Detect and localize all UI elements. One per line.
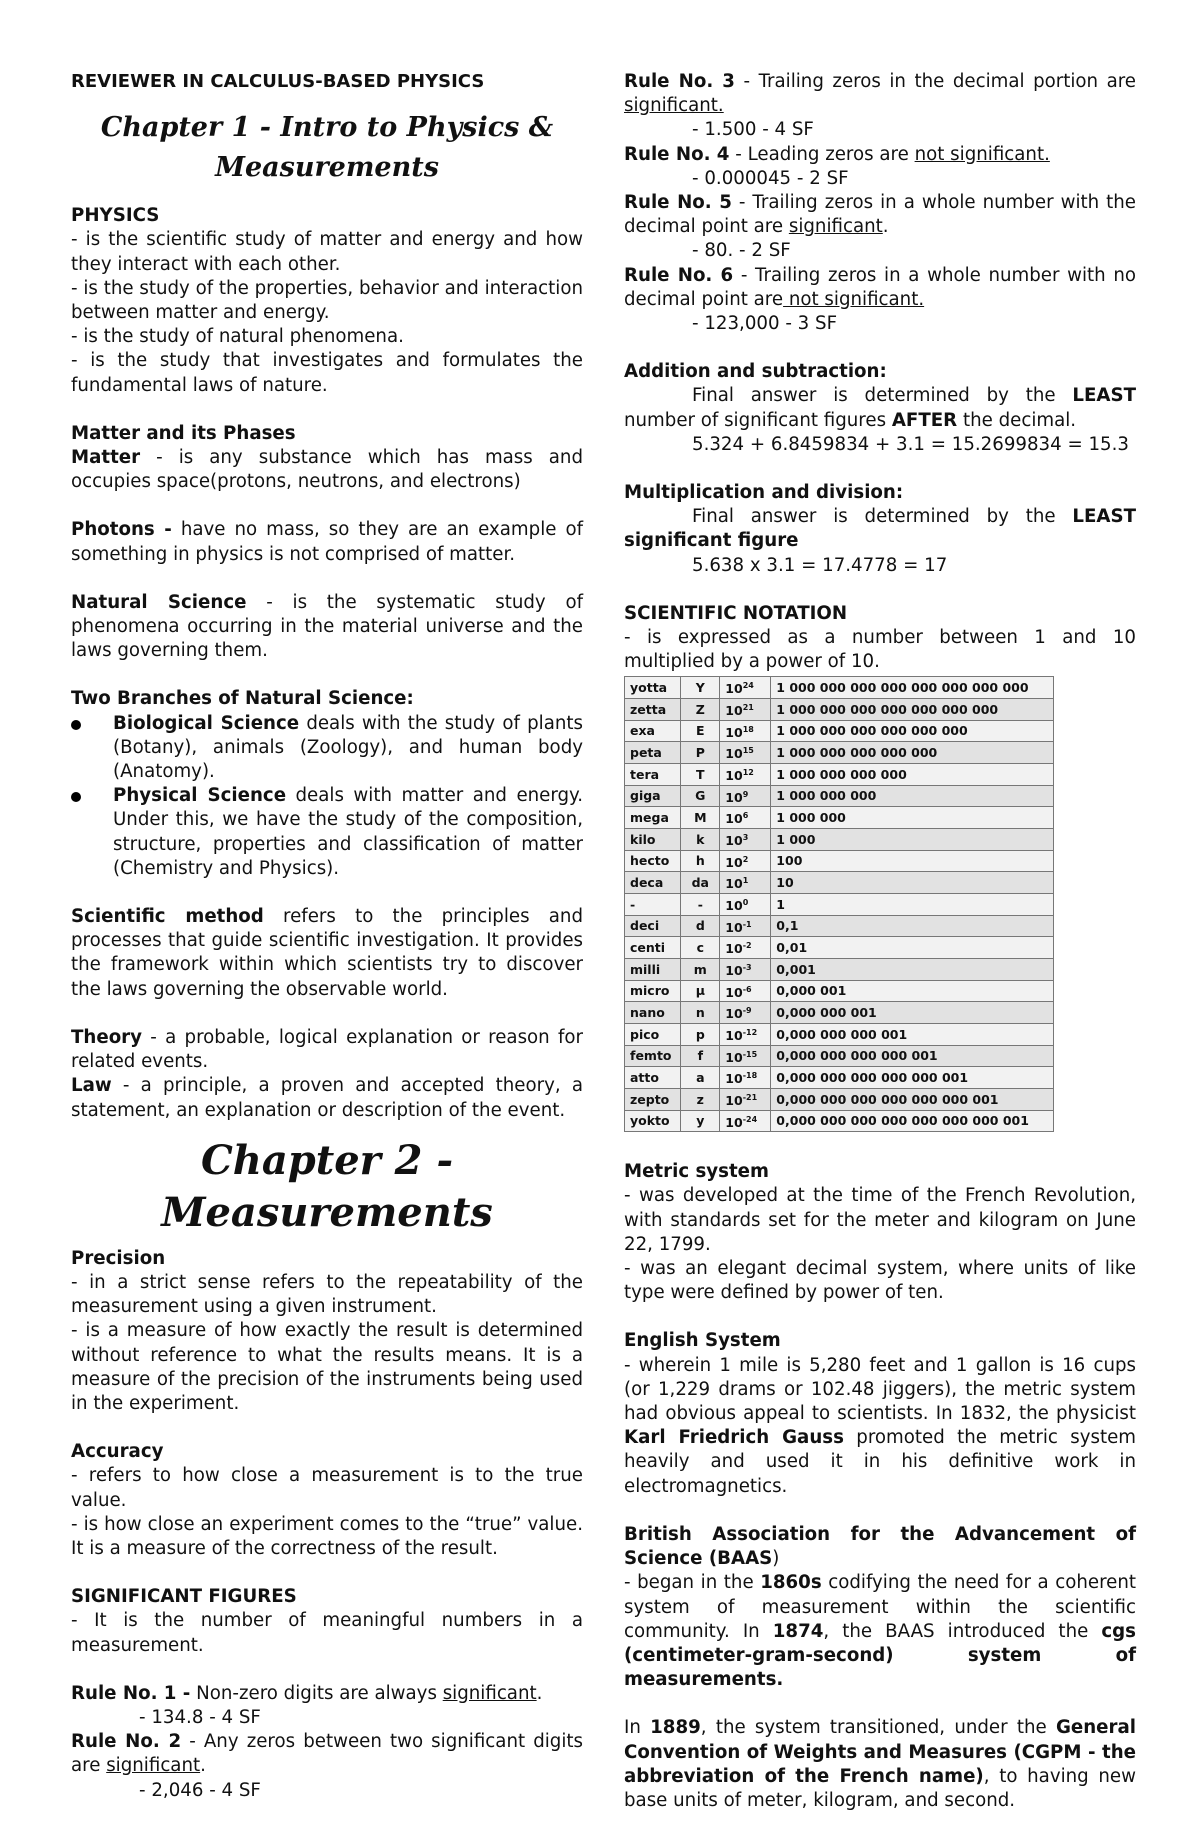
- prefix-value: 1 000 000 000 000 000 000 000: [771, 699, 1054, 721]
- table-row: [625, 807, 1054, 829]
- multiplication-example: 5.638 x 3.1 = 17.4778 = 17: [692, 554, 948, 576]
- prefix-name: peta: [625, 742, 681, 764]
- prefix-symbol: p: [681, 1023, 720, 1045]
- physics-line: - is the study that investigates and formulates the fundamental laws of nature.: [71, 350, 583, 396]
- prefix-power: $10^{-6}$: [720, 980, 771, 1002]
- prefix-name: nano: [625, 1002, 681, 1024]
- physics-line: - is the scientific study of matter and energy and how they interact with each other.: [71, 229, 583, 275]
- chapter-2-title: Chapter 2 - Measurements: [161, 1136, 493, 1236]
- rule-3: Rule No. 3 - Trailing zeros in the decimal portion are significant.: [624, 71, 1136, 117]
- natural-science-definition: Natural Science - is the systematic study of phenomena occurring in the material universe and the laws governing them.: [71, 591, 583, 662]
- prefix-symbol: m: [681, 959, 720, 981]
- prefix-name: zepto: [625, 1088, 681, 1110]
- law-definition: Law - a principle, a proven and accepted theory, a statement, an explanation or description of the event.: [71, 1075, 583, 1121]
- english-text: - wherein 1 mile is 5,280 feet and 1 gallon is 16 cups (or 1,229 drams or 102.48 jiggers), the metric system had obvious appeal to scientists. In 1832, the physicist Karl Friedrich Gauss promoted the metric system heavily and used it in his definitive work in electromagnetics.: [624, 1354, 1136, 1497]
- prefix-name: kilo: [625, 829, 681, 851]
- table-row: [625, 937, 1054, 959]
- prefix-name: deci: [625, 915, 681, 937]
- rule-6-example: - 123,000 - 3 SF: [692, 313, 838, 335]
- prefix-symbol: -: [681, 894, 720, 916]
- prefix-name: zetta: [625, 699, 681, 721]
- matter-heading: Matter and its Phases: [71, 422, 296, 444]
- prefix-value: 10: [771, 872, 1054, 894]
- exponent: -12: [742, 1027, 758, 1037]
- prefix-symbol: h: [681, 850, 720, 872]
- sigfigs-heading: SIGNIFICANT FIGURES: [71, 1586, 297, 1608]
- exponent: -15: [742, 1049, 758, 1059]
- scientific-notation-heading: SCIENTIFIC NOTATION: [624, 602, 848, 624]
- prefix-symbol: M: [681, 807, 720, 829]
- prefix-power: $10^9$: [720, 785, 771, 807]
- branches-heading: Two Branches of Natural Science:: [71, 688, 414, 710]
- prefix-value: 1 000 000 000 000 000 000: [771, 720, 1054, 742]
- prefix-value: 0,000 000 000 001: [771, 1023, 1054, 1045]
- table-row: [625, 915, 1054, 937]
- baas-heading: British Association for the Advancement of Science (BAAS): [624, 1523, 1136, 1570]
- english-heading: English System: [624, 1330, 781, 1352]
- prefix-name: micro: [625, 980, 681, 1002]
- accuracy-line: - is how close an experiment comes to the “true” value. It is a measure of the correctness of the result.: [71, 1513, 583, 1559]
- table-row: [625, 959, 1054, 981]
- prefix-power: $10^0$: [720, 894, 771, 916]
- table-row: [625, 1002, 1054, 1024]
- metric-line: - was developed at the time of the French Revolution, with standards set for the meter and kilogram on June 22, 1799.: [624, 1185, 1136, 1255]
- physics-line: - is the study of the properties, behavior and interaction between matter and energy.: [71, 277, 583, 324]
- table-row: [625, 829, 1054, 851]
- rule-1-example: - 134.8 - 4 SF: [139, 1706, 261, 1728]
- precision-line: - is a measure of how exactly the result is determined without reference to what the results means. It is a measure of the precision of the instruments being used in the experiment.: [71, 1320, 583, 1414]
- table-row: [625, 1045, 1054, 1067]
- physics-heading: PHYSICS: [71, 205, 160, 227]
- prefix-power: $10^6$: [720, 807, 771, 829]
- scientific-method-definition: Scientific method refers to the principles and processes that guide scientific investigation. It provides the framework within which scientists try to discover the laws governing the observable world.: [71, 906, 583, 1000]
- prefix-name: deca: [625, 872, 681, 894]
- prefix-power: $10^{18}$: [720, 720, 771, 742]
- exponent: -9: [742, 1006, 752, 1016]
- prefix-value: 1 000 000 000: [771, 785, 1054, 807]
- prefix-name: giga: [625, 785, 681, 807]
- exponent: 1: [742, 876, 749, 886]
- exponent: 12: [742, 768, 754, 778]
- list-item: Physical Science deals with matter and energy. Under this, we have the study of the composition, structure, properties and classification of matter (Chemistry and Physics).: [71, 784, 583, 881]
- rule-3-example: - 1.500 - 4 SF: [692, 119, 814, 141]
- exponent: 18: [742, 724, 754, 734]
- accuracy-heading: Accuracy: [71, 1441, 164, 1463]
- prefix-value: 0,000 000 000 000 000 000 001: [771, 1088, 1054, 1110]
- prefix-power: $10^3$: [720, 829, 771, 851]
- exponent: 21: [742, 703, 754, 713]
- prefix-value: 1 000 000 000 000: [771, 764, 1054, 786]
- prefix-value: 0,1: [771, 915, 1054, 937]
- prefix-value: 0,000 000 000 000 000 001: [771, 1067, 1054, 1089]
- table-row: [625, 1023, 1054, 1045]
- list-item: Biological Science deals with the study of plants (Botany), animals (Zoology), and human body (Anatomy).: [71, 712, 583, 785]
- scientific-notation-definition: - is expressed as a number between 1 and 10 multiplied by a power of 10.: [624, 627, 1136, 673]
- matter-definition: Matter - is any substance which has mass and occupies space(protons, neutrons, and electrons): [71, 447, 583, 493]
- prefix-value: 1 000 000 000 000 000 000 000 000: [771, 677, 1054, 699]
- prefix-value: 0,000 000 000 000 000 000 000 001: [771, 1110, 1054, 1132]
- sigfigs-definition: - It is the number of meaningful numbers in a measurement.: [71, 1610, 583, 1656]
- photons-definition: Photons - have no mass, so they are an example of something in physics is not comprised of matter.: [71, 519, 583, 565]
- prefix-name: tera: [625, 764, 681, 786]
- prefix-symbol: Z: [681, 699, 720, 721]
- exponent: 2: [742, 854, 749, 864]
- table-row: [625, 980, 1054, 1002]
- metric-line: - was an elegant decimal system, where units of like type were defined by power of ten.: [624, 1258, 1136, 1304]
- table-row: [625, 872, 1054, 894]
- prefix-symbol: y: [681, 1110, 720, 1132]
- prefix-name: exa: [625, 720, 681, 742]
- chapter-1-title: Chapter 1 - Intro to Physics & Measurements: [100, 112, 554, 184]
- exponent: -1: [742, 919, 752, 929]
- prefix-name: hecto: [625, 850, 681, 872]
- rule-5: Rule No. 5 - Trailing zeros in a whole number with the decimal point are significant.: [624, 192, 1136, 238]
- branches-list: [71, 712, 583, 881]
- prefix-name: mega: [625, 807, 681, 829]
- prefix-symbol: da: [681, 872, 720, 894]
- multiplication-heading: Multiplication and division:: [624, 482, 904, 504]
- prefix-symbol: c: [681, 937, 720, 959]
- prefix-symbol: a: [681, 1067, 720, 1089]
- prefix-symbol: T: [681, 764, 720, 786]
- prefix-value: 1 000 000 000 000 000: [771, 742, 1054, 764]
- prefix-symbol: f: [681, 1045, 720, 1067]
- baas-text: - began in the 1860s codifying the need for a coherent system of measurement within the scientific community. In 1874, the BAAS introduced the cgs (centimeter-gram-second) system of measurements.: [624, 1572, 1136, 1691]
- multiplication-rule: Final answer is determined by the LEAST significant figure: [624, 506, 1136, 552]
- rule-5-example: - 80. - 2 SF: [692, 240, 791, 262]
- table-row: [625, 764, 1054, 786]
- exponent: -2: [742, 941, 752, 951]
- table-row: [625, 850, 1054, 872]
- cgpm-text: In 1889, the system transitioned, under the General Convention of Weights and Measures (CGPM - the abbreviation of the French name), to having new base units of meter, kilogram, and second.: [624, 1717, 1136, 1811]
- prefix-power: $10^{-18}$: [720, 1067, 771, 1089]
- prefix-symbol: k: [681, 829, 720, 851]
- prefix-power: $10^{-24}$: [720, 1110, 771, 1132]
- prefix-power: $10^{-12}$: [720, 1023, 771, 1045]
- prefix-power: $10^{12}$: [720, 764, 771, 786]
- prefix-name: yotta: [625, 677, 681, 699]
- exponent: -18: [742, 1071, 758, 1081]
- table-row: [625, 742, 1054, 764]
- prefix-power: $10^{-21}$: [720, 1088, 771, 1110]
- theory-definition: Theory - a probable, logical explanation or reason for related events.: [71, 1026, 583, 1073]
- prefix-symbol: G: [681, 785, 720, 807]
- prefix-symbol: d: [681, 915, 720, 937]
- prefix-name: atto: [625, 1067, 681, 1089]
- metric-heading: Metric system: [624, 1161, 769, 1183]
- rule-2-example: - 2,046 - 4 SF: [139, 1779, 261, 1801]
- prefix-power: $10^{-1}$: [720, 915, 771, 937]
- prefix-name: centi: [625, 937, 681, 959]
- prefix-symbol: Y: [681, 677, 720, 699]
- prefix-power: $10^2$: [720, 850, 771, 872]
- precision-heading: Precision: [71, 1247, 166, 1269]
- prefix-power: $10^1$: [720, 872, 771, 894]
- prefix-symbol: µ: [681, 980, 720, 1002]
- exponent: 0: [742, 898, 749, 908]
- exponent: -6: [742, 984, 752, 994]
- table-row: [625, 720, 1054, 742]
- prefix-value: 100: [771, 850, 1054, 872]
- prefix-value: 0,000 001: [771, 980, 1054, 1002]
- addition-rule: Final answer is determined by the LEAST number of significant figures AFTER the decimal.: [624, 385, 1136, 431]
- prefix-name: femto: [625, 1045, 681, 1067]
- addition-heading: Addition and subtraction:: [624, 361, 887, 383]
- exponent: -3: [742, 963, 752, 972]
- prefix-value: 0,000 000 000 000 001: [771, 1045, 1054, 1067]
- prefix-power: $10^{-9}$: [720, 1002, 771, 1024]
- prefix-name: -: [625, 894, 681, 916]
- document-header: REVIEWER IN CALCULUS-BASED PHYSICS: [71, 71, 485, 92]
- exponent: 3: [742, 833, 749, 843]
- precision-line: - in a strict sense refers to the repeatability of the measurement using a given instrument.: [71, 1271, 583, 1318]
- prefix-power: $10^{-2}$: [720, 937, 771, 959]
- physics-line: - is the study of natural phenomena.: [71, 326, 404, 348]
- right-column: [624, 70, 1136, 1813]
- exponent: -21: [742, 1092, 758, 1102]
- exponent: 9: [742, 789, 749, 799]
- prefix-value: 1 000 000: [771, 807, 1054, 829]
- table-row: [625, 1110, 1054, 1132]
- exponent: 24: [742, 681, 754, 691]
- prefix-power: $10^{24}$: [720, 677, 771, 699]
- prefix-power: $10^{-15}$: [720, 1045, 771, 1067]
- prefix-name: yokto: [625, 1110, 681, 1132]
- exponent: -24: [742, 1114, 758, 1124]
- rule-1: Rule No. 1 - Non-zero digits are always significant.: [71, 1682, 543, 1704]
- addition-example: 5.324 + 6.8459834 + 3.1 = 15.2699834 = 15.3: [692, 433, 1129, 455]
- rule-6: Rule No. 6 - Trailing zeros in a whole number with no decimal point are not significant.: [624, 264, 1136, 310]
- prefix-power: $10^{21}$: [720, 699, 771, 721]
- rule-4: Rule No. 4 - Leading zeros are not significant.: [624, 143, 1050, 165]
- table-row: [625, 785, 1054, 807]
- table-row: [625, 677, 1054, 699]
- prefix-symbol: P: [681, 742, 720, 764]
- exponent: 6: [742, 811, 749, 821]
- left-column: [71, 70, 583, 1803]
- prefix-value: 0,001: [771, 959, 1054, 981]
- table-row: [625, 1088, 1054, 1110]
- accuracy-line: - refers to how close a measurement is to the true value.: [71, 1465, 583, 1511]
- prefix-power: $10^{15}$: [720, 742, 771, 764]
- prefix-symbol: n: [681, 1002, 720, 1024]
- prefix-symbol: E: [681, 720, 720, 742]
- prefix-value: 1 000: [771, 829, 1054, 851]
- table-row: [625, 1067, 1054, 1089]
- prefix-value: 0,01: [771, 937, 1054, 959]
- prefix-name: pico: [625, 1023, 681, 1045]
- si-prefix-table: [624, 676, 1054, 1132]
- table-row: [625, 894, 1054, 916]
- prefix-symbol: z: [681, 1088, 720, 1110]
- prefix-power: $10^{-3}$: [720, 959, 771, 981]
- exponent: 15: [742, 746, 754, 756]
- prefix-name: milli: [625, 959, 681, 981]
- prefix-value: 1: [771, 894, 1054, 916]
- rule-2: Rule No. 2 - Any zeros between two significant digits are significant.: [71, 1731, 583, 1777]
- prefix-value: 0,000 000 001: [771, 1002, 1054, 1024]
- rule-4-example: - 0.000045 - 2 SF: [692, 167, 849, 189]
- table-row: [625, 699, 1054, 721]
